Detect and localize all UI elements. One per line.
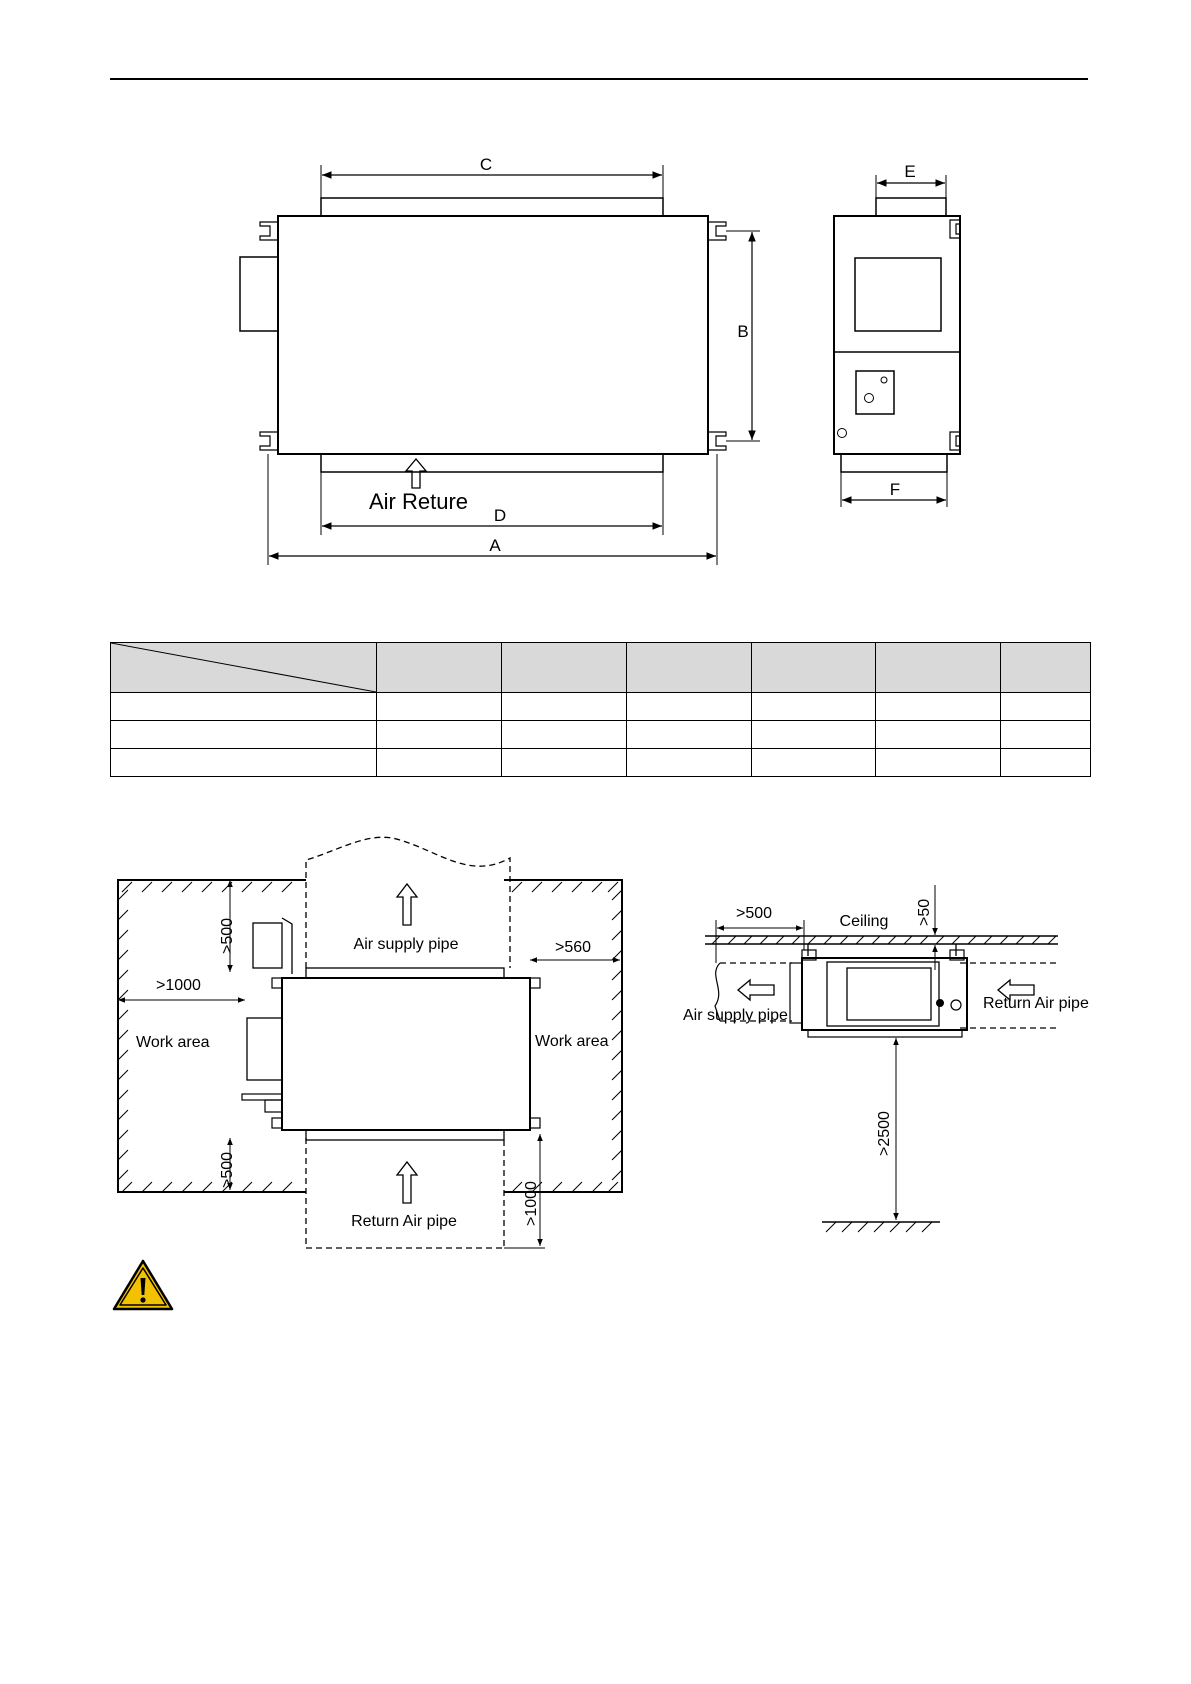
unit-body-side — [834, 216, 960, 454]
clearance-left-label: >1000 — [156, 977, 201, 994]
table-header-row — [111, 643, 1091, 693]
dim-label-c: C — [479, 155, 493, 174]
side-flange-top — [876, 198, 946, 216]
work-area-right-label: Work area — [535, 1033, 609, 1050]
dim-label-e: E — [904, 162, 916, 181]
dimension-table — [110, 642, 1091, 777]
clearance-top-label: >500 — [219, 917, 236, 954]
air-return-arrow-icon — [406, 459, 426, 488]
elev-air-supply-arrow-icon — [738, 980, 774, 1000]
table-header-cell — [502, 643, 627, 693]
wall-hatching — [118, 882, 622, 1192]
table-header-cell — [876, 643, 1001, 693]
dim-label-b: B — [737, 322, 749, 341]
elev-clearance-pipe-label: >500 — [736, 905, 773, 922]
clearance-right-label: >560 — [555, 939, 592, 956]
plan-view — [118, 837, 622, 1248]
return-air-arrow-icon — [397, 1162, 417, 1203]
control-box — [253, 923, 282, 968]
table-cell — [627, 693, 752, 721]
room-wall — [118, 880, 306, 1192]
air-supply-arrow-icon — [397, 884, 417, 925]
dim-label-d: D — [493, 506, 507, 525]
dim-label-f: F — [889, 480, 901, 499]
front-view — [240, 165, 760, 565]
air-return-label: Air Reture — [369, 489, 469, 514]
table-cell — [752, 749, 876, 777]
room-wall — [504, 880, 622, 1192]
unit-body-plan — [282, 978, 530, 1130]
table-cell — [502, 721, 627, 749]
plan-return-air-label: Return Air pipe — [351, 1213, 457, 1230]
side-box — [240, 257, 278, 331]
unit-body-elev — [802, 958, 967, 1030]
table-cell — [876, 693, 1001, 721]
table-cell — [627, 749, 752, 777]
table-row — [111, 721, 1091, 749]
table-cell — [1001, 693, 1091, 721]
unit-body-front — [278, 216, 708, 454]
electric-box — [856, 371, 894, 414]
clearance-return-label: >1000 — [523, 1181, 540, 1226]
table-cell — [111, 721, 377, 749]
return-flange-bottom — [321, 454, 663, 472]
hanger-bracket — [260, 222, 726, 450]
dimension-drawing — [0, 0, 1191, 600]
table-cell — [876, 749, 1001, 777]
ceiling-label: Ceiling — [839, 913, 889, 930]
clearance-bottom-label: >500 — [219, 1151, 236, 1188]
table-row — [111, 693, 1091, 721]
table-cell — [1001, 721, 1091, 749]
side-flange-bottom — [841, 454, 947, 472]
table-cell — [627, 721, 752, 749]
supply-flange-top — [321, 198, 663, 216]
supply-duct-elev — [720, 963, 792, 1021]
elev-air-supply-label: Air supply pipe — [683, 1007, 788, 1024]
table-header-cell — [1001, 643, 1091, 693]
elevation-view — [705, 885, 1058, 1232]
table-cell — [377, 749, 502, 777]
supply-duct — [306, 837, 510, 968]
table-cell — [377, 693, 502, 721]
work-area-left-label: Work area — [136, 1034, 210, 1051]
table-header-cell — [627, 643, 752, 693]
table-header-cell — [377, 643, 502, 693]
return-duct — [306, 1138, 504, 1248]
table-cell — [876, 721, 1001, 749]
warning-triangle-icon — [112, 1259, 174, 1311]
side-panel-window — [855, 258, 941, 331]
table-cell — [752, 693, 876, 721]
table-cell — [502, 693, 627, 721]
elev-return-air-arrow-icon — [998, 980, 1034, 1000]
hanger-bracket-side — [950, 220, 960, 450]
table-cell — [377, 721, 502, 749]
side-view — [834, 175, 960, 507]
table-cell — [111, 693, 377, 721]
table-cell — [502, 749, 627, 777]
elev-clearance-ceiling-label: >50 — [916, 898, 933, 926]
elev-return-air-label: Return Air pipe — [983, 995, 1089, 1012]
elev-clearance-floor-label: >2500 — [876, 1111, 893, 1156]
table-row — [111, 749, 1091, 777]
plan-air-supply-label: Air supply pipe — [353, 936, 459, 953]
table-cell — [752, 721, 876, 749]
table-cell — [111, 749, 377, 777]
table-header-cell — [752, 643, 876, 693]
table-corner-cell — [111, 643, 377, 693]
ceiling-hatching — [712, 936, 1056, 944]
dim-label-a: A — [489, 536, 501, 555]
return-duct-elev — [960, 963, 1058, 1028]
table-cell — [1001, 749, 1091, 777]
